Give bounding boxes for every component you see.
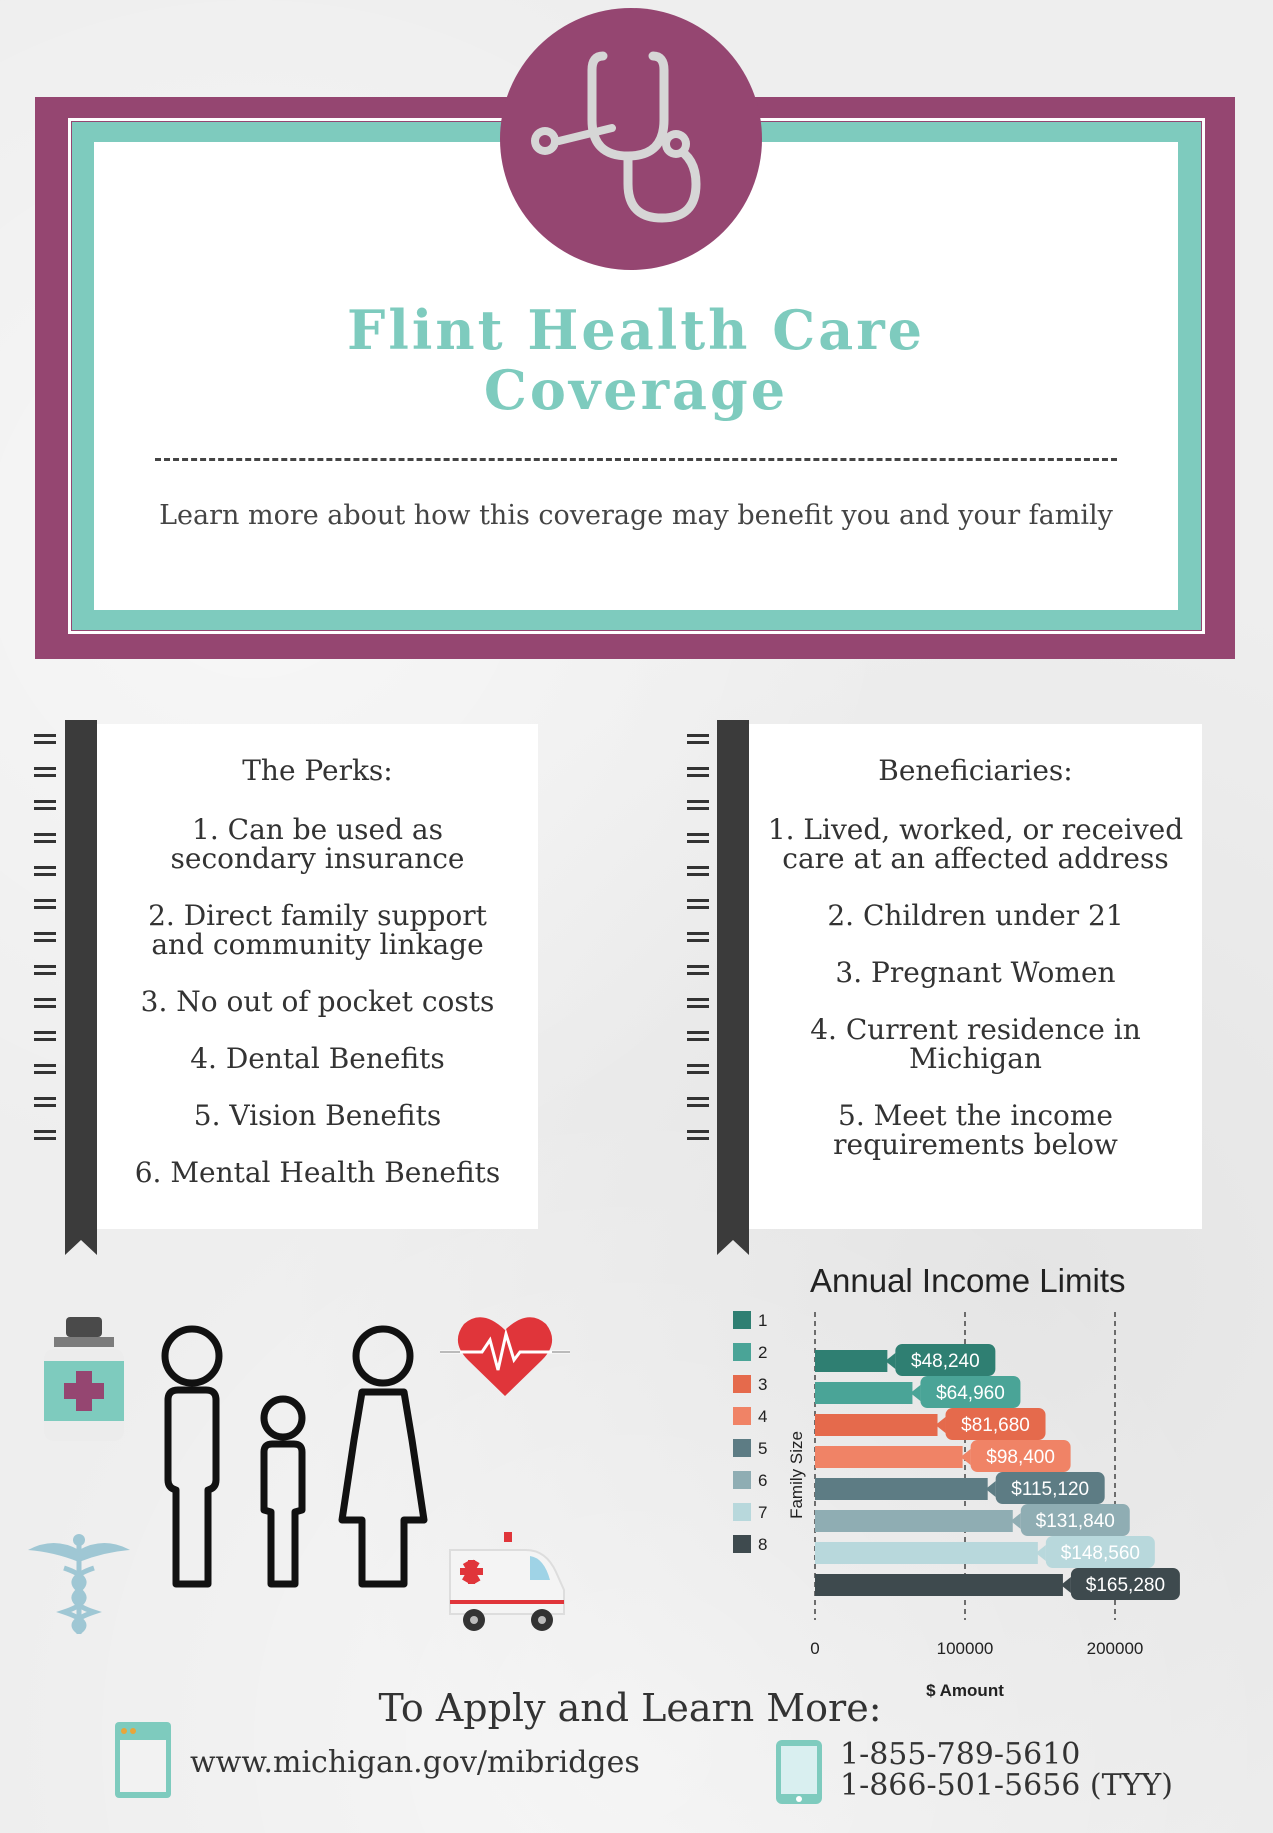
legend-label: 2 (758, 1343, 768, 1362)
chart-bar (815, 1478, 988, 1500)
beneficiary-item: 4. Current residence in Michigan (810, 1013, 1141, 1075)
perks-heading: The Perks: (242, 754, 393, 787)
x-tick-label: 100000 (936, 1639, 994, 1658)
apply-heading: To Apply and Learn More: (378, 1686, 882, 1730)
chart-bar (815, 1510, 1013, 1532)
ambulance-icon (446, 1526, 572, 1636)
chart-title: Annual Income Limits (810, 1262, 1126, 1299)
legend-label: 1 (758, 1311, 768, 1330)
legend-swatch (733, 1311, 751, 1329)
title-line-1: Flint Health Care (346, 298, 926, 362)
chart-bar (815, 1574, 1063, 1596)
y-axis-label: Family Size (787, 1431, 806, 1519)
phone-1[interactable]: 1-855-789-5610 (840, 1737, 1081, 1772)
beneficiaries-card (749, 724, 1202, 1229)
perk-item: 6. Mental Health Benefits (134, 1156, 501, 1189)
perk-item: 3. No out of pocket costs (140, 985, 495, 1018)
x-axis-label: $ Amount (926, 1681, 1004, 1700)
legend-swatch (733, 1535, 751, 1553)
caduceus-icon (24, 1528, 134, 1638)
family-icon (152, 1320, 434, 1595)
heart-pulse-icon (440, 1308, 570, 1404)
perks-spine (65, 720, 97, 1255)
website-link[interactable]: www.michigan.gov/mibridges (190, 1745, 640, 1780)
value-label: $148,560 (1060, 1543, 1140, 1564)
phone-2[interactable]: 1-866-501-5656 (TYY) (840, 1768, 1173, 1803)
chart-bar (815, 1446, 963, 1468)
beneficiary-item: 3. Pregnant Women (835, 956, 1116, 989)
chart-bar (815, 1414, 938, 1436)
chart-bar (815, 1350, 887, 1372)
chart-bar (815, 1542, 1038, 1564)
beneficiaries-rings (687, 734, 709, 1163)
perks-card (97, 724, 538, 1229)
value-label: $48,240 (911, 1351, 980, 1372)
page-title (94, 300, 1178, 420)
legend-label: 4 (758, 1407, 768, 1426)
legend-swatch (733, 1471, 751, 1489)
x-tick-label: 200000 (1086, 1639, 1144, 1658)
perk-item: 4. Dental Benefits (190, 1042, 445, 1075)
legend-swatch (733, 1343, 751, 1361)
legend-swatch (733, 1375, 751, 1393)
perk-item: 5. Vision Benefits (193, 1099, 442, 1132)
beneficiary-item: 1. Lived, worked, or received care at an affected address (767, 813, 1184, 875)
value-label: $98,400 (986, 1447, 1055, 1468)
legend-swatch (733, 1439, 751, 1457)
income-chart (715, 1300, 1195, 1715)
legend-swatch (733, 1503, 751, 1521)
beneficiary-item: 5. Meet the income requirements below (833, 1099, 1118, 1161)
value-label: $165,280 (1085, 1575, 1166, 1596)
tablet-icon (776, 1740, 822, 1804)
header-badge (500, 8, 762, 270)
perks-rings (34, 734, 56, 1163)
phone-numbers (840, 1739, 1173, 1801)
beneficiaries-spine (717, 720, 749, 1255)
perk-item: 1. Can be used as secondary insurance (170, 813, 465, 875)
beneficiaries-list (749, 815, 1202, 1159)
beneficiaries-heading: Beneficiaries: (878, 754, 1073, 787)
chart-bar (815, 1382, 912, 1404)
legend-label: 5 (758, 1439, 768, 1458)
value-label: $81,680 (961, 1415, 1030, 1436)
value-label: $64,960 (936, 1383, 1005, 1404)
legend-label: 6 (758, 1471, 768, 1490)
title-line-2: Coverage (483, 358, 789, 422)
legend-label: 8 (758, 1535, 768, 1554)
x-tick-label: 0 (810, 1639, 820, 1658)
income-chart-svg (715, 1300, 1195, 1715)
perks-list (97, 815, 538, 1187)
legend-swatch (733, 1407, 751, 1425)
subtitle: Learn more about how this coverage may benefit you and your family (159, 500, 1113, 531)
value-label: $115,120 (1011, 1479, 1090, 1500)
beneficiary-item: 2. Children under 21 (827, 899, 1124, 932)
stethoscope-icon (500, 8, 762, 270)
perk-item: 2. Direct family support and community linkage (148, 899, 487, 961)
value-label: $131,840 (1035, 1511, 1115, 1532)
dashed-divider (155, 458, 1117, 461)
legend-label: 7 (758, 1503, 768, 1522)
medicine-bottle-icon (40, 1315, 128, 1445)
browser-window-icon (115, 1722, 171, 1798)
legend-label: 3 (758, 1375, 768, 1394)
